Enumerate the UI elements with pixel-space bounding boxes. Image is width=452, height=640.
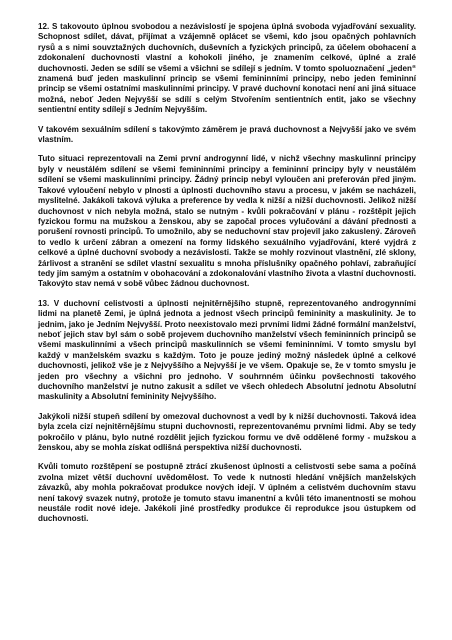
paragraph-lower-sharing: Jakýkoli nižší stupeň sdílení by omezoval duchovnost a vedl by k nižší duchovnosti. Taková idea byla zcela cizí nejnitěrnějšímu stupni duchovnosti, reprezentovanému prvními lidmi. Aby se tedy pokročilo v plánu, bylo nutné rozdělit jejich fyzickou formu ve dvě oddělené formy - mužskou a ženskou, aby se mohla získat odlišná perspektiva nižší duchovnosti. [38,411,416,453]
paragraph-sexual-sharing: V takovém sexuálním sdílení s takovýmto záměrem je pravá duchovnost a Nejvyšší jako ve svém vlastním. [38,124,416,145]
paragraph-13: 13. V duchovní celistvosti a úplnosti nejnitěrnějšího stupně, reprezentovaného androgynními lidmi na planetě Zemi, je úplná jednota a jednost všech principů femininity a maskulinity. Je to jednim, jako je Jedním Nejvyšší. Proto neexistovalo mezi prvními lidmi žádné formální manželství, neboť jejich stav byl sám o sobě projevem duchovního manželství všech femininních principů se všemi maskulinními a všech principů maskulinních se všemi femininními. V tomto smyslu byl každý v manželském svazku s každým. Toto je pouze jediný možný následek úplné a celkové duchovnosti, jelikož vše je z Nejvyššího a Nejvyšší je ve všem. Opakuje se, že v tomto smyslu je jeden pro všechny a všichni pro jednoho. V souhrnném účinku povšechnosti takového duchovního manželství je nutno zakusit a sdílet ve všech ohledech Absolutní jednotu Absolutní maskulinity a Absolutní femininity Nejvyššího. [38,298,416,402]
paragraph-androgynous-people: Tuto situaci reprezentovali na Zemi první androgynní lidé, v nichž všechny maskulinní principy byly v neustálém sdílení se všemi femininními principy a femininní principy byly v neustálém sdílení se všemi maskulinními principy. Žádný princip nebyl vyloučen ani preferován před jiným. Takové vyloučení nebylo v plnosti a úplnosti duchovního stavu a procesu, v jakém se nacházeli, myslitelné. Jakákoli taková výluka a preference by vedla k nižší a nižší duchovnosti. Jelikož nižší duchovnost v nich nebyla možná, stalo se nutným - kvůli pokračování v plánu - rozštěpit jejich fyzickou formu na mužskou a ženskou, aby se započal proces vylučování a dávání přednosti a porušení rovnosti principů. To umožnilo, aby se neduchovní stav projevil jako zakuslený. Zároveň to vedlo k určení zábran a omezení na formy lidského sexuálního vyjadřování, které vyjdrá z celkové a úplné duchovní svobody a nezávislosti. Takže se mohly rozvinout vlastnění, zlé sklony, žárlivost a stranění se sdílet vlastní sexualitu s mnoha příslušníky opačného pohlaví, zabraňující tedy jím samým a ostatním v obohacování a zdokonalování vlastního života a vlastní duchovnosti. Takovýto stav nemá v sobě vůbec žádnou duchovnost. [38,154,416,289]
paragraph-12: 12. S takovouto úplnou svobodou a nezávislostí je spojena úplná svoboda vyjadřování sexuality. Schopnost sdílet, dávat, přijímat a vzájemně oplácet se všemi, kdo jsou opačných pohlavních rysů a s nimi souvztažných duchovních, duševních a fyzických principů, za účelem obohacení a zdokonalení duchovnosti vlastní a kohokoli jiného, je znamením celkové, úplné a zralé duchovnosti. Jeden se sdílí se všemi a všichni se sdílejí s jedním. V tomto spoluoznačení „jeden“ znamená buď jeden maskulinní princip se všemi femininními principy, nebo jeden femininní princip se všemi ostatními maskulinními principy. V pravé duchovní konotaci není ani jiná situace možná, neboť Jeden Nejvyšší se sdílí s celým Stvořením sentientních entit, jako se všechny sentientní entity sdílejí s Jedním Nejvyšším. [38,22,416,115]
paragraph-splitting: Kvůli tomuto rozštěpení se postupně ztrácí zkušenost úplnosti a celistvosti sebe sama a počíná zvolna mizet větší duchovní uvědomělost. To vede k nutnosti hledání vnějších manželských závazků, aby mohla pokračovat produkce nových idejí. V úplném a celistvém duchovním stavu není takový svazek nutný, protože je tomuto stavu imanentní a kvůli této imanentnosti se mohou neustále rodit nové ideje. Jakékoli jiné prostředky produkce či reprodukce jsou ústupkem od duchovnosti. [38,462,416,524]
